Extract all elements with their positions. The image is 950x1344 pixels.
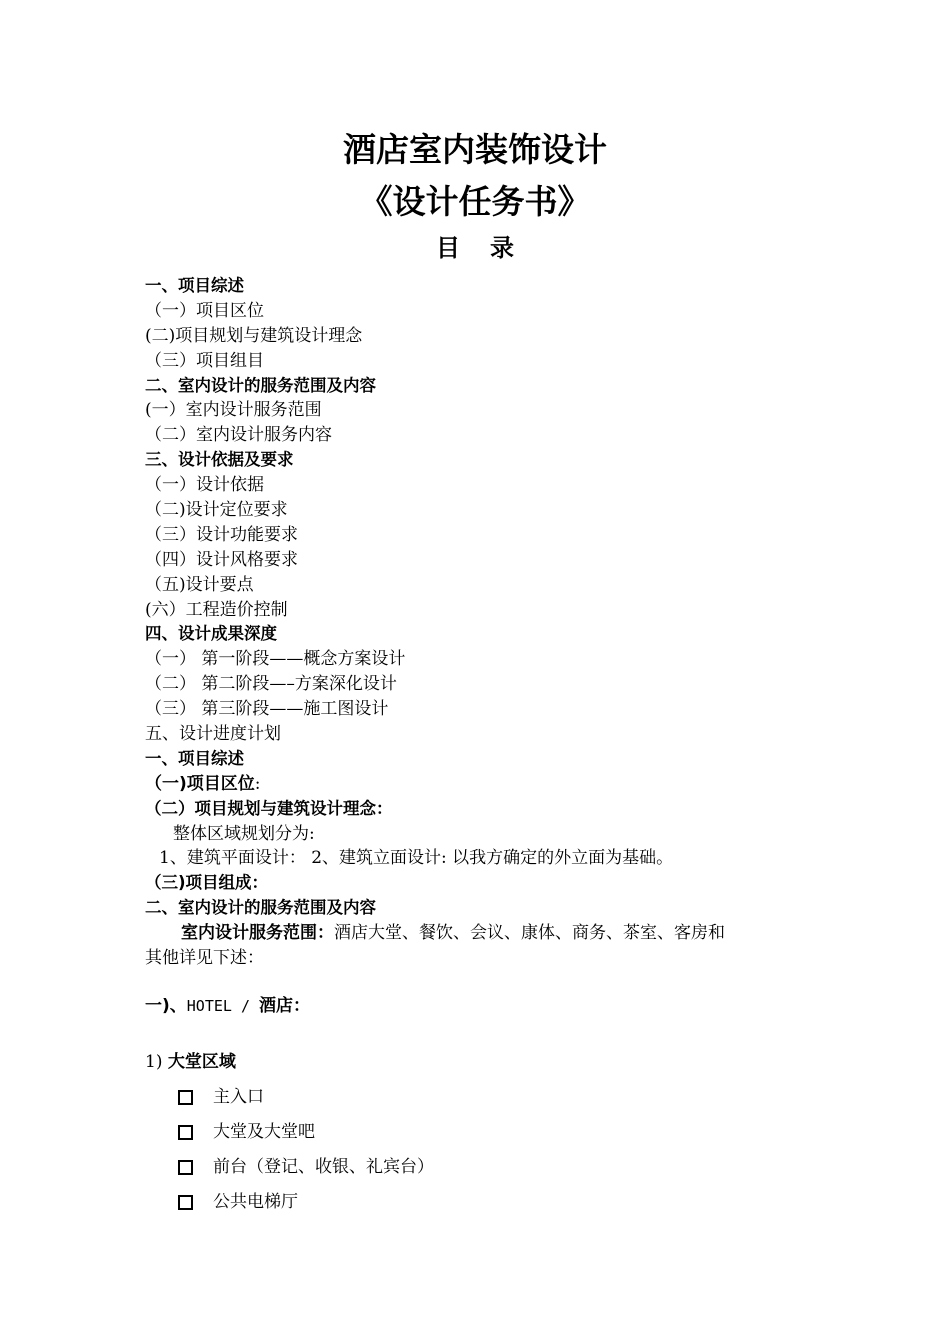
toc-entry: （一） 第一阶段——概念方案设计 [145,649,406,670]
section-2-scope-label: 室内设计服务范围： [181,923,334,944]
section-1-2-text: 整体区域规划分为: [173,823,315,844]
checkbox-square-icon [178,1125,193,1140]
lobby-number: 1) [145,1052,168,1072]
toc-entry: （三）项目组目 [145,350,264,371]
toc-entry: （二） 第二阶段—–方案深化设计 [145,674,397,695]
toc-entry: 四、设计成果深度 [145,624,277,644]
list-item-label: 公共电梯厅 [213,1192,298,1212]
checkbox-square-icon [178,1090,193,1105]
checkbox-square-icon [178,1195,193,1210]
toc-entry: 二、室内设计的服务范围及内容 [145,375,376,395]
table-of-contents [145,274,815,747]
toc-entry: （三） 第三阶段——施工图设计 [145,699,389,720]
toc-entry: （五)设计要点 [145,574,254,595]
section-2-heading: 二、室内设计的服务范围及内容 [145,898,376,918]
section-1-heading: 一、项目综述 [145,748,244,768]
checkbox-square-icon [178,1160,193,1175]
section-1-2-heading: （二）项目规划与建筑设计理念： [145,798,393,818]
list-item-label: 主入口 [213,1087,264,1107]
lobby-title: 大堂区域 [167,1052,236,1072]
toc-entry: （四）设计风格要求 [145,549,298,570]
toc-heading: 目录 [436,234,544,262]
list-item-label: 大堂及大堂吧 [213,1122,315,1142]
list-item-label: 前台（登记、收银、礼宾台） [213,1157,434,1177]
toc-entry: 五、设计进度计划 [145,724,281,745]
document-subtitle: 《设计任务书》 [359,182,591,221]
toc-entry: （二)设计定位要求 [145,500,288,521]
hotel-english: HOTEL / [186,997,260,1015]
section-1-1-colon: : [254,773,261,794]
toc-entry: （一）项目区位 [145,300,264,321]
document-title: 酒店室内装饰设计 [343,130,607,169]
section-2-scope-text: 酒店大堂、餐饮、会议、康体、商务、茶室、客房和 [334,923,725,944]
hotel-prefix: 一)、 [145,996,187,1016]
lobby-checklist [178,1085,434,1225]
toc-entry: (二)项目规划与建筑设计理念 [145,325,363,346]
hotel-chinese: 酒店： [259,996,311,1016]
toc-entry: （一）设计依据 [145,475,264,496]
lobby-area-heading [145,1050,236,1074]
toc-entry: （二）室内设计服务内容 [145,425,332,446]
toc-entry: 一、项目综述 [145,276,244,295]
section-1-3-heading: （三)项目组成： [145,873,269,893]
section-2-scope-continued: 其他详见下述： [145,948,264,969]
section-1-1-label: （一)项目区位 [145,773,255,794]
document-body [145,274,815,971]
toc-entry: (六）工程造价控制 [145,599,288,620]
list-item [178,1155,434,1190]
list-item [178,1120,434,1155]
section-2-scope [145,921,815,946]
list-item [178,1190,434,1225]
section-1-2-item: 1、建筑平面设计： 2、建筑立面设计: 以我方确定的外立面为基础。 [159,848,674,869]
toc-entry: （三）设计功能要求 [145,524,298,545]
toc-entry: (一）室内设计服务范围 [145,400,322,421]
hotel-section-heading [145,994,310,1018]
list-item [178,1085,434,1120]
toc-entry: 三、设计依据及要求 [145,450,294,470]
section-1-1-heading [145,772,815,797]
